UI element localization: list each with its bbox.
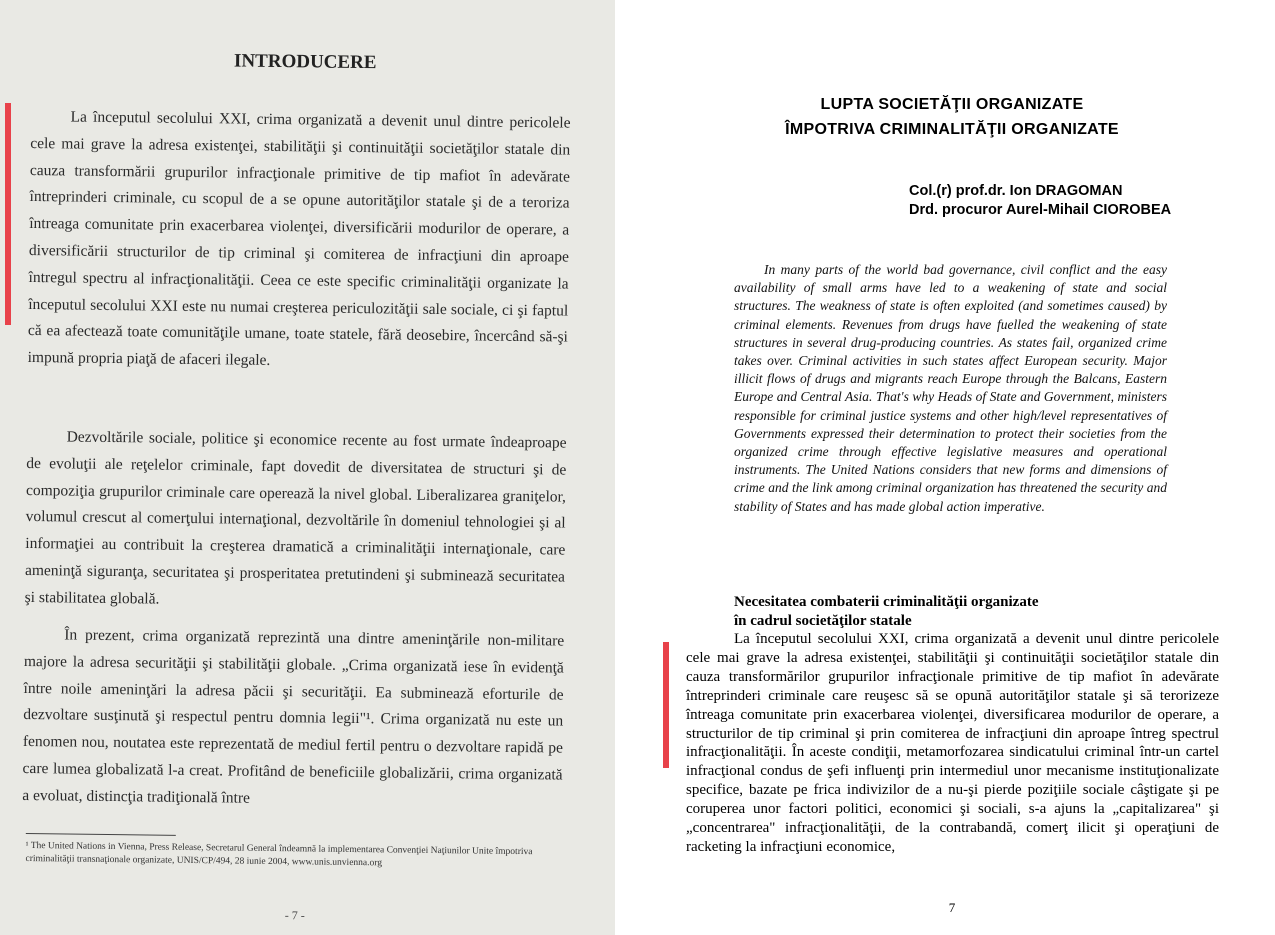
left-footnote: ¹ The United Nations in Vienna, Press Release, Secretarul General îndeamnă la implementarea Convenţiei Naţiunilor Unite împotriva criminalităţii transnaţionale organizate, UNIS/CP/494, 28 iunie 2004, www.unis.unvienna.org bbox=[25, 840, 533, 868]
right-page-number: 7 bbox=[948, 900, 956, 915]
abstract: In many parts of the world bad governance, civil conflict and the easy availability of small arms have led to a weakening of state and social structures. The weakness of state is often exploited (and sometimes caused) by criminal elements. Revenues from drugs have fuelled the weakening of state structures in several drug-producing countries. As states fail, organized crime takes over. Criminal activities in such states affect European security. Major illicit flows of drugs and migrants reach Europe through the Balcans, Eastern Europe and Central Asia. That's why Heads of State and Government, ministers responsible for criminal justice systems and other high/level representatives of Governments expressed their determination to protect their societies from the organized crime through effective legislative measures and operational instruments. The United Nations considers that new forms and dimensions of crime and the link among criminal organization has threatened the security and stability of States and has made global action imperative. bbox=[734, 262, 1167, 514]
left-page-photo bbox=[0, 0, 615, 935]
left-paragraph-1: La începutul secolului XXI, crima organizată a devenit unul dintre pericolele cele mai grave la adresa existenţei, stabilităţii şi continuităţii societăţilor statale din cauza transformării grupurilor infracţionale primitive de tip mafiot în adevărate întreprinderi criminale, cu scopul de a se opune autorităţilor statale şi de a teroriza întreaga comunitate prin exacerbarea violenţei, diversificării modurilor de operare, a diversificării structurilor de tip criminal şi comiterea de infracţiuni din aproape întregul spectru al infracţionalităţii. Ceea ce este specific criminalităţii organizate la începutul secolului XXI este nu numai creşterea periculozităţii sale sociale, ci şi faptul că ea afectează toate comunităţile umane, toate statele, fără deosebire, încercând să-şi impună propria piaţă de afaceri ilegale. bbox=[27, 108, 571, 370]
section-heading-line-2: în cadrul societăţilor statale bbox=[734, 613, 912, 629]
author-2: Drd. procuror Aurel-Mihail CIOROBEA bbox=[909, 202, 1172, 218]
left-paragraph-3: În prezent, crima organizată reprezintă una dintre ameninţările non-militare majore la adresa securităţii şi stabilităţii globale. „Crima organizată iese în evidenţă între noile ameninţări la adresa păcii şi securităţii. Ea subminează eforturile de dezvoltare susţinută şi respectul pentru domnia legii"¹. Crima organizată nu este un fenomen nou, noutatea este reprezentată de mediul fertil pentru o dezvoltare rapidă pe care lumea globalizată l-a creat. Profitând de beneficiile globalizării, crima organizată a evoluat, distincţia tradiţională între bbox=[22, 626, 565, 807]
author-1: Col.(r) prof.dr. Ion DRAGOMAN bbox=[909, 183, 1123, 199]
left-page-number: - 7 - bbox=[284, 908, 305, 923]
highlight-bar-right bbox=[663, 642, 669, 768]
article-title-line-2: ÎMPOTRIVA CRIMINALITĂŢII ORGANIZATE bbox=[785, 121, 1119, 138]
left-page-title: INTRODUCERE bbox=[233, 50, 377, 74]
left-paragraph-2: Dezvoltările sociale, politice şi economice recente au fost urmate îndeaproape de evoluţii ale reţelelor criminale, fapt dovedit de diversitatea de structuri şi de compoziţia grupurilor criminale care operează la nivel global. Liberalizarea graniţelor, volumul crescut al comerţului internaţional, dezvoltările în domeniul tehnologiei şi al informaţiei au contribuit la creşterea dramatică a criminalităţii internaţionale, care ameninţă siguranţa, securitatea şi prosperitatea pretutindeni şi subminează securitatea şi stabilitatea globală. bbox=[24, 428, 567, 608]
body-text: La începutul secolului XXI, crima organizată a devenit unul dintre pericolele cele mai grave la adresa existenţei, stabilităţii şi continuităţii societăţilor statale din cauza transformărilor grupurilor infracţionale primitive de tip mafiot în adevărate întreprinderi criminale care reuşesc să se opună autorităţilor statale şi să terorizeze întreaga comunitate prin exacerbarea violenţei, diversificarea modurilor de operare, a structurilor de tip criminal şi prin comiterea de infracţiuni din aproape întreg spectrul infracţionalităţii. În aceste condiţii, metamorfozarea sindicatului criminal într-un cartel infracţional condus de şefi influenţi prin intermediul unor mecanisme instituţionalizate specifice, bazate pe frica indivizilor de a nu-şi pierde poziţiile sociale câştigate şi pe coruperea unor factori politici, economici şi sociali, s-a ajuns la „capitalizarea" şi „concentrarea" infracţionalităţii, de la contrabandă, comerţ ilicit şi operaţiuni de racketing la infracţiuni economice, bbox=[686, 631, 1219, 855]
highlight-bar-left bbox=[5, 103, 11, 325]
left-page-content bbox=[21, 0, 580, 935]
footnote-divider bbox=[26, 833, 176, 836]
right-page bbox=[615, 0, 1275, 935]
section-heading-line-1: Necesitatea combaterii criminalităţii organizate bbox=[734, 594, 1039, 610]
article-title-line-1: LUPTA SOCIETĂŢII ORGANIZATE bbox=[820, 96, 1084, 113]
